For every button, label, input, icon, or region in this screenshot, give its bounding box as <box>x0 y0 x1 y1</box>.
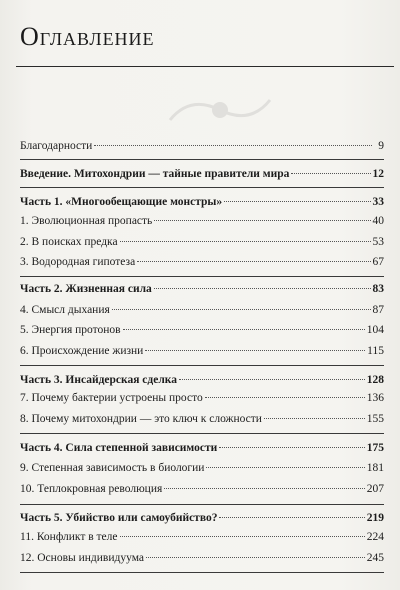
toc-entry-page: 87 <box>372 304 384 316</box>
toc-entry <box>20 439 384 457</box>
toc-entry-page: 136 <box>366 392 384 404</box>
toc-entry-page: 9 <box>378 140 384 152</box>
toc-entry-label: Часть 5. Убийство или самоубийство? <box>20 512 218 524</box>
section-divider <box>20 572 384 573</box>
toc-entry-page: 33 <box>372 196 384 208</box>
toc-leader-dots <box>123 329 365 330</box>
title-divider <box>16 66 394 67</box>
toc-entry-label: 3. Водородная гипотеза <box>20 256 136 268</box>
toc-entry-label: 6. Происхождение жизни <box>20 345 144 357</box>
toc-entry-page: 53 <box>372 236 384 248</box>
toc-leader-dots <box>112 309 371 310</box>
toc-entry-page: 12 <box>372 168 384 180</box>
toc-entry-page: 67 <box>372 256 384 268</box>
toc-leader-dots <box>120 241 371 242</box>
toc-entry-label: 12. Основы индивидуума <box>20 552 144 564</box>
section-divider <box>20 276 384 277</box>
toc-entry-label: Введение. Митохондрии — тайные правители мира <box>20 168 290 180</box>
toc-entry-page: 128 <box>366 374 384 386</box>
toc-entry-page: 155 <box>366 413 384 425</box>
toc-entry <box>20 233 384 251</box>
toc-entry-label: 5. Энергия протонов <box>20 324 121 336</box>
toc-leader-dots <box>219 447 365 448</box>
toc-entry-label: Часть 2. Жизненная сила <box>20 283 152 295</box>
toc-entry-label: 7. Почему бактерии устроены просто <box>20 392 203 404</box>
toc-entry-page: 104 <box>366 324 384 336</box>
toc-entry-page: 115 <box>367 345 384 357</box>
toc-entry-page: 207 <box>366 483 384 495</box>
toc-leader-dots <box>145 350 365 351</box>
toc-entry-page: 181 <box>366 462 384 474</box>
toc-leader-dots <box>224 201 370 202</box>
toc-entry-label: Благодарности <box>20 140 93 152</box>
toc-leader-dots <box>179 379 365 380</box>
toc-leader-dots <box>137 261 370 262</box>
section-divider <box>20 187 384 188</box>
toc-entry <box>20 137 384 155</box>
toc-entry-label: 4. Смысл дыхания <box>20 304 110 316</box>
toc-entry <box>20 301 384 319</box>
toc-leader-dots <box>205 397 365 398</box>
toc-entry-page: 83 <box>372 283 384 295</box>
toc-entry-label: 8. Почему митохондрии — это ключ к сложности <box>20 413 262 425</box>
toc-entry <box>20 342 384 360</box>
section-divider <box>20 365 384 366</box>
toc-entry-page: 224 <box>366 531 384 543</box>
toc-entry-label: 11. Конфликт в теле <box>20 531 118 543</box>
toc-entry-label: Часть 1. «Многообещающие монстры» <box>20 196 223 208</box>
toc-leader-dots <box>154 288 371 289</box>
toc-leader-dots <box>206 467 364 468</box>
toc-entry <box>20 389 384 407</box>
toc-entry <box>20 212 384 230</box>
toc-leader-dots <box>291 173 370 174</box>
toc-leader-dots <box>146 557 365 558</box>
toc-leader-dots <box>264 418 365 419</box>
toc-leader-dots <box>219 517 364 518</box>
toc-entry-label: 1. Эволюционная пропасть <box>20 215 153 227</box>
toc-entry <box>20 371 384 389</box>
page-title: Оглавление <box>20 22 155 51</box>
toc-entry-page: 175 <box>366 442 384 454</box>
toc-entry <box>20 509 384 527</box>
toc-entry <box>20 459 384 477</box>
decorative-watermark-icon <box>160 90 280 130</box>
toc-leader-dots <box>94 145 372 146</box>
toc-entry <box>20 321 384 339</box>
toc-entry-label: Часть 4. Сила степенной зависимости <box>20 442 218 454</box>
toc-entry <box>20 165 384 183</box>
section-divider <box>20 433 384 434</box>
toc-entry <box>20 549 384 567</box>
toc-entry-label: Часть 3. Инсайдерская сделка <box>20 374 177 386</box>
toc-leader-dots <box>164 488 364 489</box>
toc-entry <box>20 410 384 428</box>
section-divider <box>20 504 384 505</box>
toc-entry <box>20 528 384 546</box>
toc-leader-dots <box>120 536 365 537</box>
toc-entry-page: 40 <box>372 215 384 227</box>
toc-entry-label: 10. Теплокровная революция <box>20 483 163 495</box>
toc-entry-page: 245 <box>366 552 384 564</box>
toc-entry <box>20 253 384 271</box>
toc-entry <box>20 193 384 211</box>
toc-entry-label: 2. В поисках предка <box>20 236 118 248</box>
toc-leader-dots <box>154 220 370 221</box>
toc-entry <box>20 280 384 298</box>
section-divider <box>20 159 384 160</box>
toc-entry-page: 219 <box>366 512 384 524</box>
toc-entry <box>20 480 384 498</box>
toc-entry-label: 9. Степенная зависимость в биологии <box>20 462 205 474</box>
